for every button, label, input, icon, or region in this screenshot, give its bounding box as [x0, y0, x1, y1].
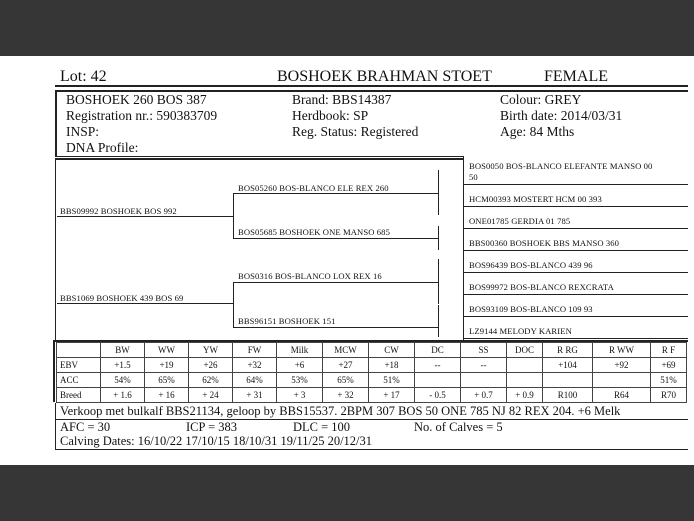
header-cell: YW [189, 343, 233, 358]
ancestor-g3-3: ONE01785 GERDIA 01 785 [469, 216, 571, 226]
table-cell: 64% [233, 373, 277, 388]
ebv-left-border [53, 340, 55, 402]
icp: ICP = 383 [186, 420, 238, 434]
table-cell: + 31 [233, 388, 277, 403]
dam-bracket [233, 282, 234, 327]
ebv-header-row [57, 343, 687, 358]
header-cell: SS [461, 343, 507, 358]
insp-label: INSP: [66, 124, 100, 139]
dam-dam-line [233, 327, 438, 328]
ebv-row [57, 358, 687, 373]
dd-bracket [438, 305, 439, 337]
g3-rule-8 [463, 338, 688, 339]
ancestor-g3-4: BBS00360 BOSHOEK BBS MANSO 360 [469, 238, 620, 248]
table-cell: +1.5 [101, 358, 145, 373]
g3-rule-7 [463, 316, 688, 317]
number-of-calves: No. of Calves = 5 [414, 420, 503, 434]
table-cell: + 17 [369, 388, 415, 403]
table-cell: -- [415, 358, 461, 373]
sire: BBS09992 BOSHOEK BOS 992 [60, 206, 177, 216]
table-cell: Breed [57, 388, 101, 403]
sd-bracket [438, 226, 439, 250]
dam-sire-line [233, 282, 438, 283]
breed-row [57, 388, 687, 403]
header-cell: DOC [507, 343, 543, 358]
header-cell: DC [415, 343, 461, 358]
table-cell: + 3 [277, 388, 323, 403]
pedigree-left-border [55, 158, 56, 342]
registration-number: Registration nr.: 590383709 [66, 108, 218, 123]
dam-sire: BOS0316 BOS-BLANCO LOX REX 16 [238, 271, 382, 281]
header-cell: WW [145, 343, 189, 358]
header-cell: BW [101, 343, 145, 358]
calving-dates: Calving Dates: 16/10/22 17/10/15 18/10/31 19/11/25 20/12/31 [60, 434, 373, 448]
animal-name: BOSHOEK 260 BOS 387 [66, 92, 207, 107]
table-cell: 62% [189, 373, 233, 388]
table-cell: EBV [57, 358, 101, 373]
sire-bracket [233, 193, 234, 238]
table-cell: +6 [277, 358, 323, 373]
table-cell: + 32 [323, 388, 369, 403]
age: Age: 84 Mths [500, 124, 575, 139]
sire-line [57, 216, 233, 217]
sire-dam-line [233, 238, 438, 239]
header-cell: R RG [543, 343, 593, 358]
table-cell: +69 [651, 358, 687, 373]
table-cell: R100 [543, 388, 593, 403]
table-cell: 53% [277, 373, 323, 388]
g3-rule-2 [463, 206, 688, 207]
table-cell: +27 [323, 358, 369, 373]
ebv-table [56, 342, 687, 403]
ancestor-g3-7: BOS93109 BOS-BLANCO 109 93 [469, 304, 593, 314]
table-cell: 51% [651, 373, 687, 388]
table-cell [593, 373, 651, 388]
table-cell: +18 [369, 358, 415, 373]
ancestor-g3-8: LZ9144 MELODY KARIEN [469, 326, 572, 336]
ancestor-g3-1: BOS0050 BOS-BLANCO ELEFANTE MANSO 00 [469, 161, 653, 171]
header-cell: CW [369, 343, 415, 358]
header-rule [55, 85, 688, 87]
colour: Colour: GREY [500, 92, 582, 107]
afc: AFC = 30 [60, 420, 111, 434]
note-rule [55, 419, 688, 420]
acc-row [57, 373, 687, 388]
brand: Brand: BBS14387 [292, 92, 392, 107]
sex-label: FEMALE [544, 68, 608, 85]
table-cell: + 0.7 [461, 388, 507, 403]
pedigree-top-rule [55, 158, 463, 160]
header-cell [57, 343, 101, 358]
table-cell: ACC [57, 373, 101, 388]
dam-dam: BBS96151 BOSHOEK 151 [238, 316, 336, 326]
table-cell: - 0.5 [415, 388, 461, 403]
lot-number: Lot: 42 [60, 68, 107, 85]
ancestor-g3-2: HCM00393 MOSTERT HCM 00 393 [469, 194, 602, 204]
table-cell: 65% [323, 373, 369, 388]
g3-rule-1 [463, 184, 688, 185]
table-cell: R70 [651, 388, 687, 403]
ancestor-g3-6: BOS99972 BOS-BLANCO REXCRATA [469, 282, 614, 292]
table-cell [415, 373, 461, 388]
g3-rule-4 [463, 250, 688, 251]
header-cell: R F [651, 343, 687, 358]
table-cell [507, 358, 543, 373]
g3-rule-3 [463, 228, 688, 229]
table-cell: R64 [593, 388, 651, 403]
table-cell: + 16 [145, 388, 189, 403]
dlc: DLC = 100 [293, 420, 351, 434]
table-cell: +92 [593, 358, 651, 373]
table-cell [543, 373, 593, 388]
table-cell: -- [461, 358, 507, 373]
table-cell: 65% [145, 373, 189, 388]
table-cell: +104 [543, 358, 593, 373]
sale-note: Verkoop met bulkalf BBS21134, geloop by BBS15537. 2BPM 307 BOS 50 ONE 785 NJ 82 REX 204. +6 Melk [60, 404, 621, 418]
registration-status: Reg. Status: Registered [292, 124, 419, 139]
herdbook: Herdbook: SP [292, 108, 369, 123]
table-cell: +19 [145, 358, 189, 373]
ancestor-g3-1-cont: 50 [469, 172, 478, 182]
table-cell: + 24 [189, 388, 233, 403]
header-cell: MCW [323, 343, 369, 358]
sire-sire: BOS05260 BOS-BLANCO ELE REX 260 [238, 183, 389, 193]
info-left-border [55, 90, 57, 156]
footer-bottom-rule [55, 449, 688, 450]
table-cell: 51% [369, 373, 415, 388]
g3-rule-6 [463, 294, 688, 295]
dna-profile-label: DNA Profile: [66, 140, 139, 155]
footer-left-border [55, 403, 56, 449]
header-cell: FW [233, 343, 277, 358]
table-cell [507, 373, 543, 388]
ancestor-g3-5: BOS96439 BOS-BLANCO 439 96 [469, 260, 593, 270]
table-cell: + 1.6 [101, 388, 145, 403]
g3-rule-5 [463, 272, 688, 273]
header-cell: Milk [277, 343, 323, 358]
table-cell: 54% [101, 373, 145, 388]
birth-date: Birth date: 2014/03/31 [500, 108, 623, 123]
dam-line [57, 303, 233, 304]
sire-dam: BOS05685 BOSHOEK ONE MANSO 685 [238, 227, 390, 237]
table-cell [461, 373, 507, 388]
dam: BBS1069 BOSHOEK 439 BOS 69 [60, 293, 184, 303]
info-bottom-rule [55, 156, 463, 157]
header-cell: R WW [593, 343, 651, 358]
table-cell: +26 [189, 358, 233, 373]
table-cell: +32 [233, 358, 277, 373]
animal-title: BOSHOEK BRAHMAN STOET [277, 68, 492, 85]
table-cell: + 0.9 [507, 388, 543, 403]
ss-bracket [438, 170, 439, 215]
ds-bracket [438, 259, 439, 304]
sire-sire-line [233, 193, 438, 194]
